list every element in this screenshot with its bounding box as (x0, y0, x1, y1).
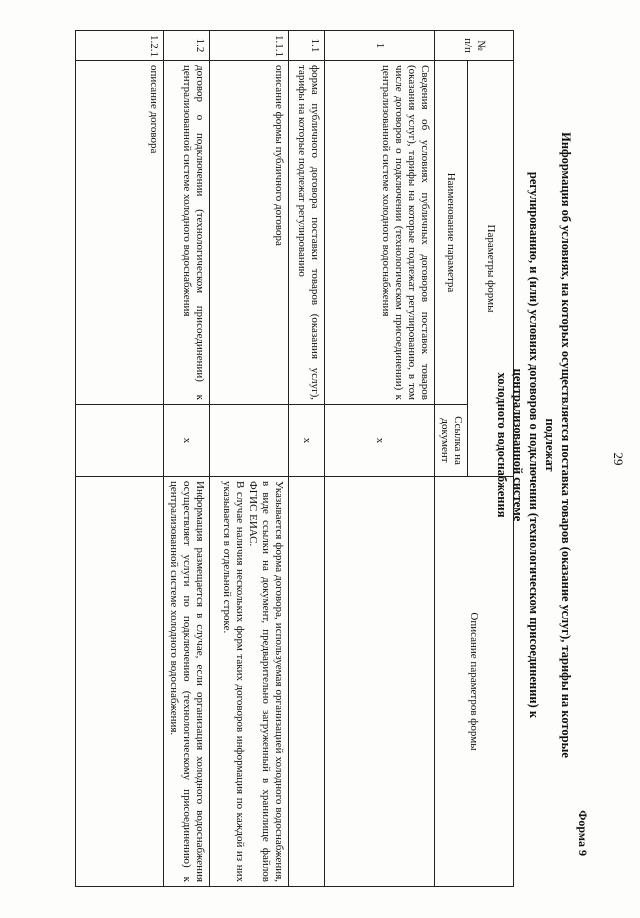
row-num: 1.1.1 (210, 31, 289, 61)
header-num: № п/п (435, 31, 514, 61)
table-row (289, 31, 325, 887)
form-label: Форма 9 (576, 810, 590, 856)
row-doc-link: x (164, 405, 210, 477)
title-line: холодного водоснабжения (495, 372, 509, 518)
header-description: Описание параметров формы (435, 477, 514, 887)
table-header-row (468, 31, 514, 887)
row-num: 1 (325, 31, 435, 61)
header-doc-link: Ссылка на документ (435, 405, 468, 477)
page-number: 29 (611, 452, 626, 466)
row-description: Указывается форма договора, используемая организацией холодного водоснабжения, в виде ссылки на документ, предварительно загруженный в хранилище файлов ФГИС ЕИАС. В случае наличия нескольких форм таких договоров информация по каждой из них указывается в отдельной строке. (210, 477, 289, 887)
table-row (164, 31, 210, 887)
row-description: Информация размещается в случае, если организация холодного водоснабжения осуществляет услуги по подключению (технологическому присоединению) к централизованной системе холодного водоснабжения. (164, 477, 210, 887)
row-description (76, 477, 164, 887)
header-params-group: Параметры формы (468, 61, 514, 477)
header-param-name: Наименование параметра (435, 61, 468, 405)
row-description (325, 477, 435, 887)
row-param-name: Сведения об условиях публичных договоров поставок товаров (оказания услуг), тарифы на которые подлежат регулированию, в том числе договоров о подключении (технологическом присоединении) к централизованной системе холодного водоснабжения (325, 61, 435, 405)
row-param-name: форма публичного договора поставки товаров (оказания услуг), тарифы на которые подлежат регулированию (289, 61, 325, 405)
row-doc-link (76, 405, 164, 477)
title-line: Информация об условиях, на которых осуществляется поставка товаров (оказание услуг), тарифы на которые подлежат (543, 132, 573, 758)
row-num: 1.2 (164, 31, 210, 61)
table-row (76, 31, 164, 887)
row-description (289, 477, 325, 887)
row-param-name: описание договора (76, 61, 164, 405)
title-line: регулированию, и (или) условиях договоров о подключении (технологическом присоединении) к централизованной системе (511, 171, 541, 719)
row-param-name: описание формы публичного договора (210, 61, 289, 405)
row-doc-link: x (289, 405, 325, 477)
row-num: 1.1 (289, 31, 325, 61)
table-row (325, 31, 435, 887)
row-doc-link (210, 405, 289, 477)
row-num: 1.2.1 (76, 31, 164, 61)
row-param-name: договор о подключении (технологическом присоединении) к централизованной системе холодного водоснабжения (164, 61, 210, 405)
table-row (210, 31, 289, 887)
row-doc-link: x (325, 405, 435, 477)
parameters-table (75, 30, 514, 887)
